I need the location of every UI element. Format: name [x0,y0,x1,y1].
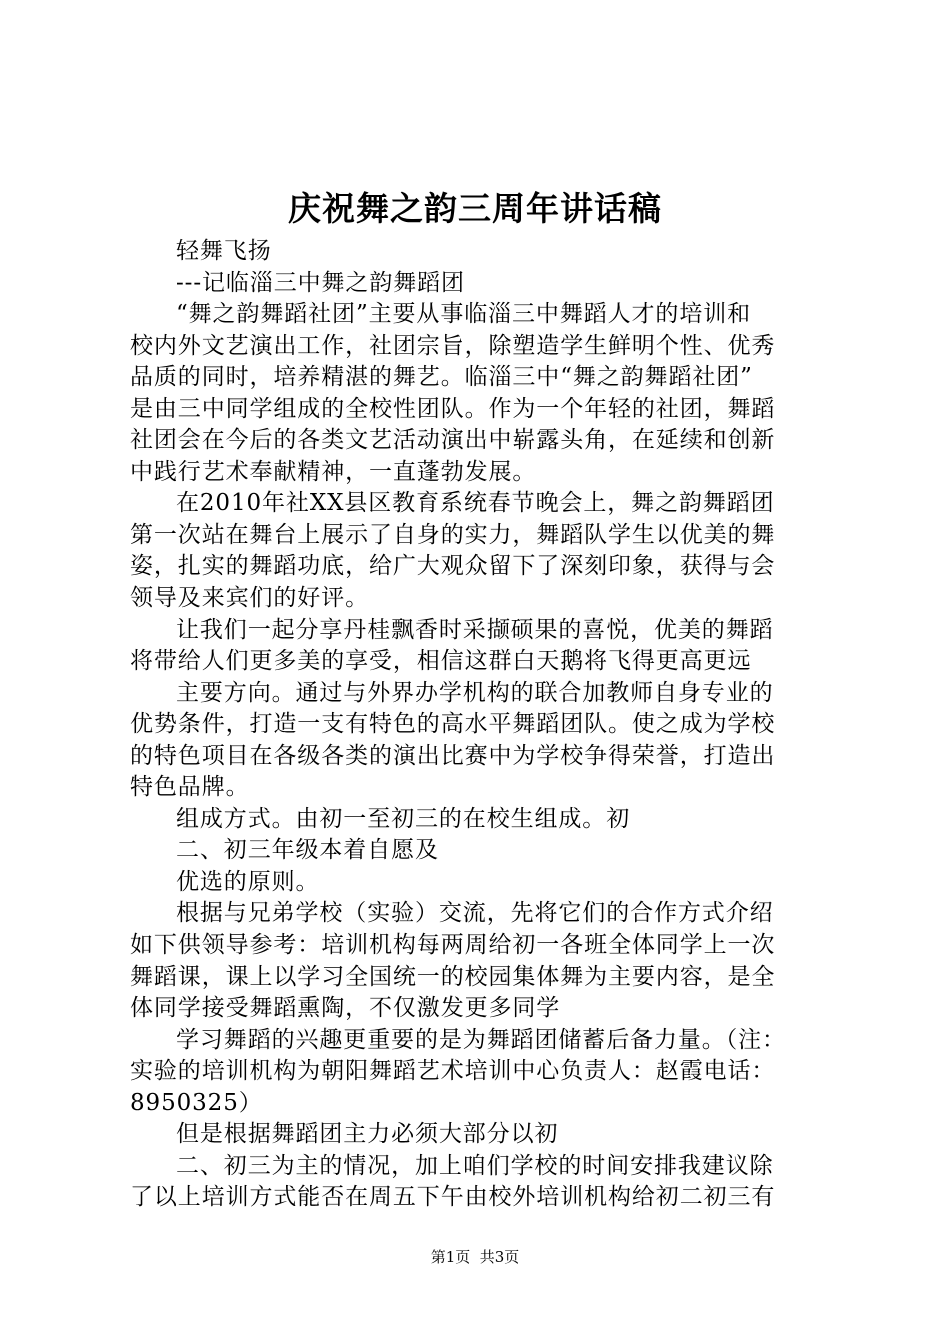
body-line: 第一次站在舞台上展示了自身的实力，舞蹈队学生以优美的舞 [130,521,776,548]
body-line: 中践行艺术奉献精神，一直蓬勃发展。 [130,458,537,485]
page-footer: 第1页 共3页 [430,1248,520,1266]
body-line: 如下供领导参考：培训机构每两周给初一各班全体同学上一次 [130,932,776,959]
body-line: 二、初三为主的情况，加上咱们学校的时间安排我建议除 [176,1152,774,1179]
document-title: 庆祝舞之韵三周年讲话稿 [288,189,662,228]
body-line: 根据与兄弟学校（实验）交流，先将它们的合作方式介绍 [176,900,774,927]
body-line: 轻舞飞扬 [176,238,272,264]
body-line: 是由三中同学组成的全校性团队。作为一个年轻的社团，舞蹈 [130,395,776,422]
body-line: 优势条件，打造一支有特色的高水平舞蹈团队。使之成为学校 [130,711,776,738]
body-line: 体同学接受舞蹈熏陶，不仅激发更多同学 [130,995,561,1022]
body-line: 校内外文艺演出工作，社团宗旨，除塑造学生鲜明个性、优秀 [130,332,776,359]
body-line: 但是根据舞蹈团主力必须大部分以初 [176,1121,559,1148]
body-line: 学习舞蹈的兴趣更重要的是为舞蹈团储蓄后备力量。（注： [176,1026,786,1053]
body-line: 实验的培训机构为朝阳舞蹈艺术培训中心负责人：赵霞电话： [130,1058,776,1085]
body-line: 品质的同时，培养精湛的舞艺。临淄三中“舞之韵舞蹈社团” [130,364,753,391]
body-line: 社团会在今后的各类文艺活动演出中崭露头角，在延续和创新 [130,427,776,454]
body-line: 让我们一起分享丹桂飘香时采撷硕果的喜悦，优美的舞蹈 [176,616,774,643]
body-line: 8950325） [130,1089,263,1116]
body-line: 优选的原则。 [176,868,320,895]
body-line: 组成方式。由初一至初三的在校生组成。初 [176,805,631,832]
body-line: 在2010年社XX县区教育系统春节晚会上，舞之韵舞蹈团 [176,490,775,517]
body-line: 领导及来宾们的好评。 [130,585,369,612]
body-line: 二、初三年级本着自愿及 [176,837,439,864]
body-line: 将带给人们更多美的享受，相信这群白天鹅将飞得更高更远 [130,648,752,675]
document-body [130,236,830,1214]
body-line: ---记临淄三中舞之韵舞蹈团 [176,269,465,296]
body-line: 主要方向。通过与外界办学机构的联合加教师自身专业的 [176,679,774,706]
body-line: 姿，扎实的舞蹈功底，给广大观众留下了深刻印象，获得与会 [130,553,776,580]
body-line: 特色品牌。 [130,774,250,801]
body-line: 舞蹈课，课上以学习全国统一的校园集体舞为主要内容，是全 [130,963,776,990]
body-line: “舞之韵舞蹈社团”主要从事临淄三中舞蹈人才的培训和 [176,301,752,328]
body-line: 的特色项目在各级各类的演出比赛中为学校争得荣誉，打造出 [130,742,776,769]
body-line: 了以上培训方式能否在周五下午由校外培训机构给初二初三有 [130,1184,776,1211]
